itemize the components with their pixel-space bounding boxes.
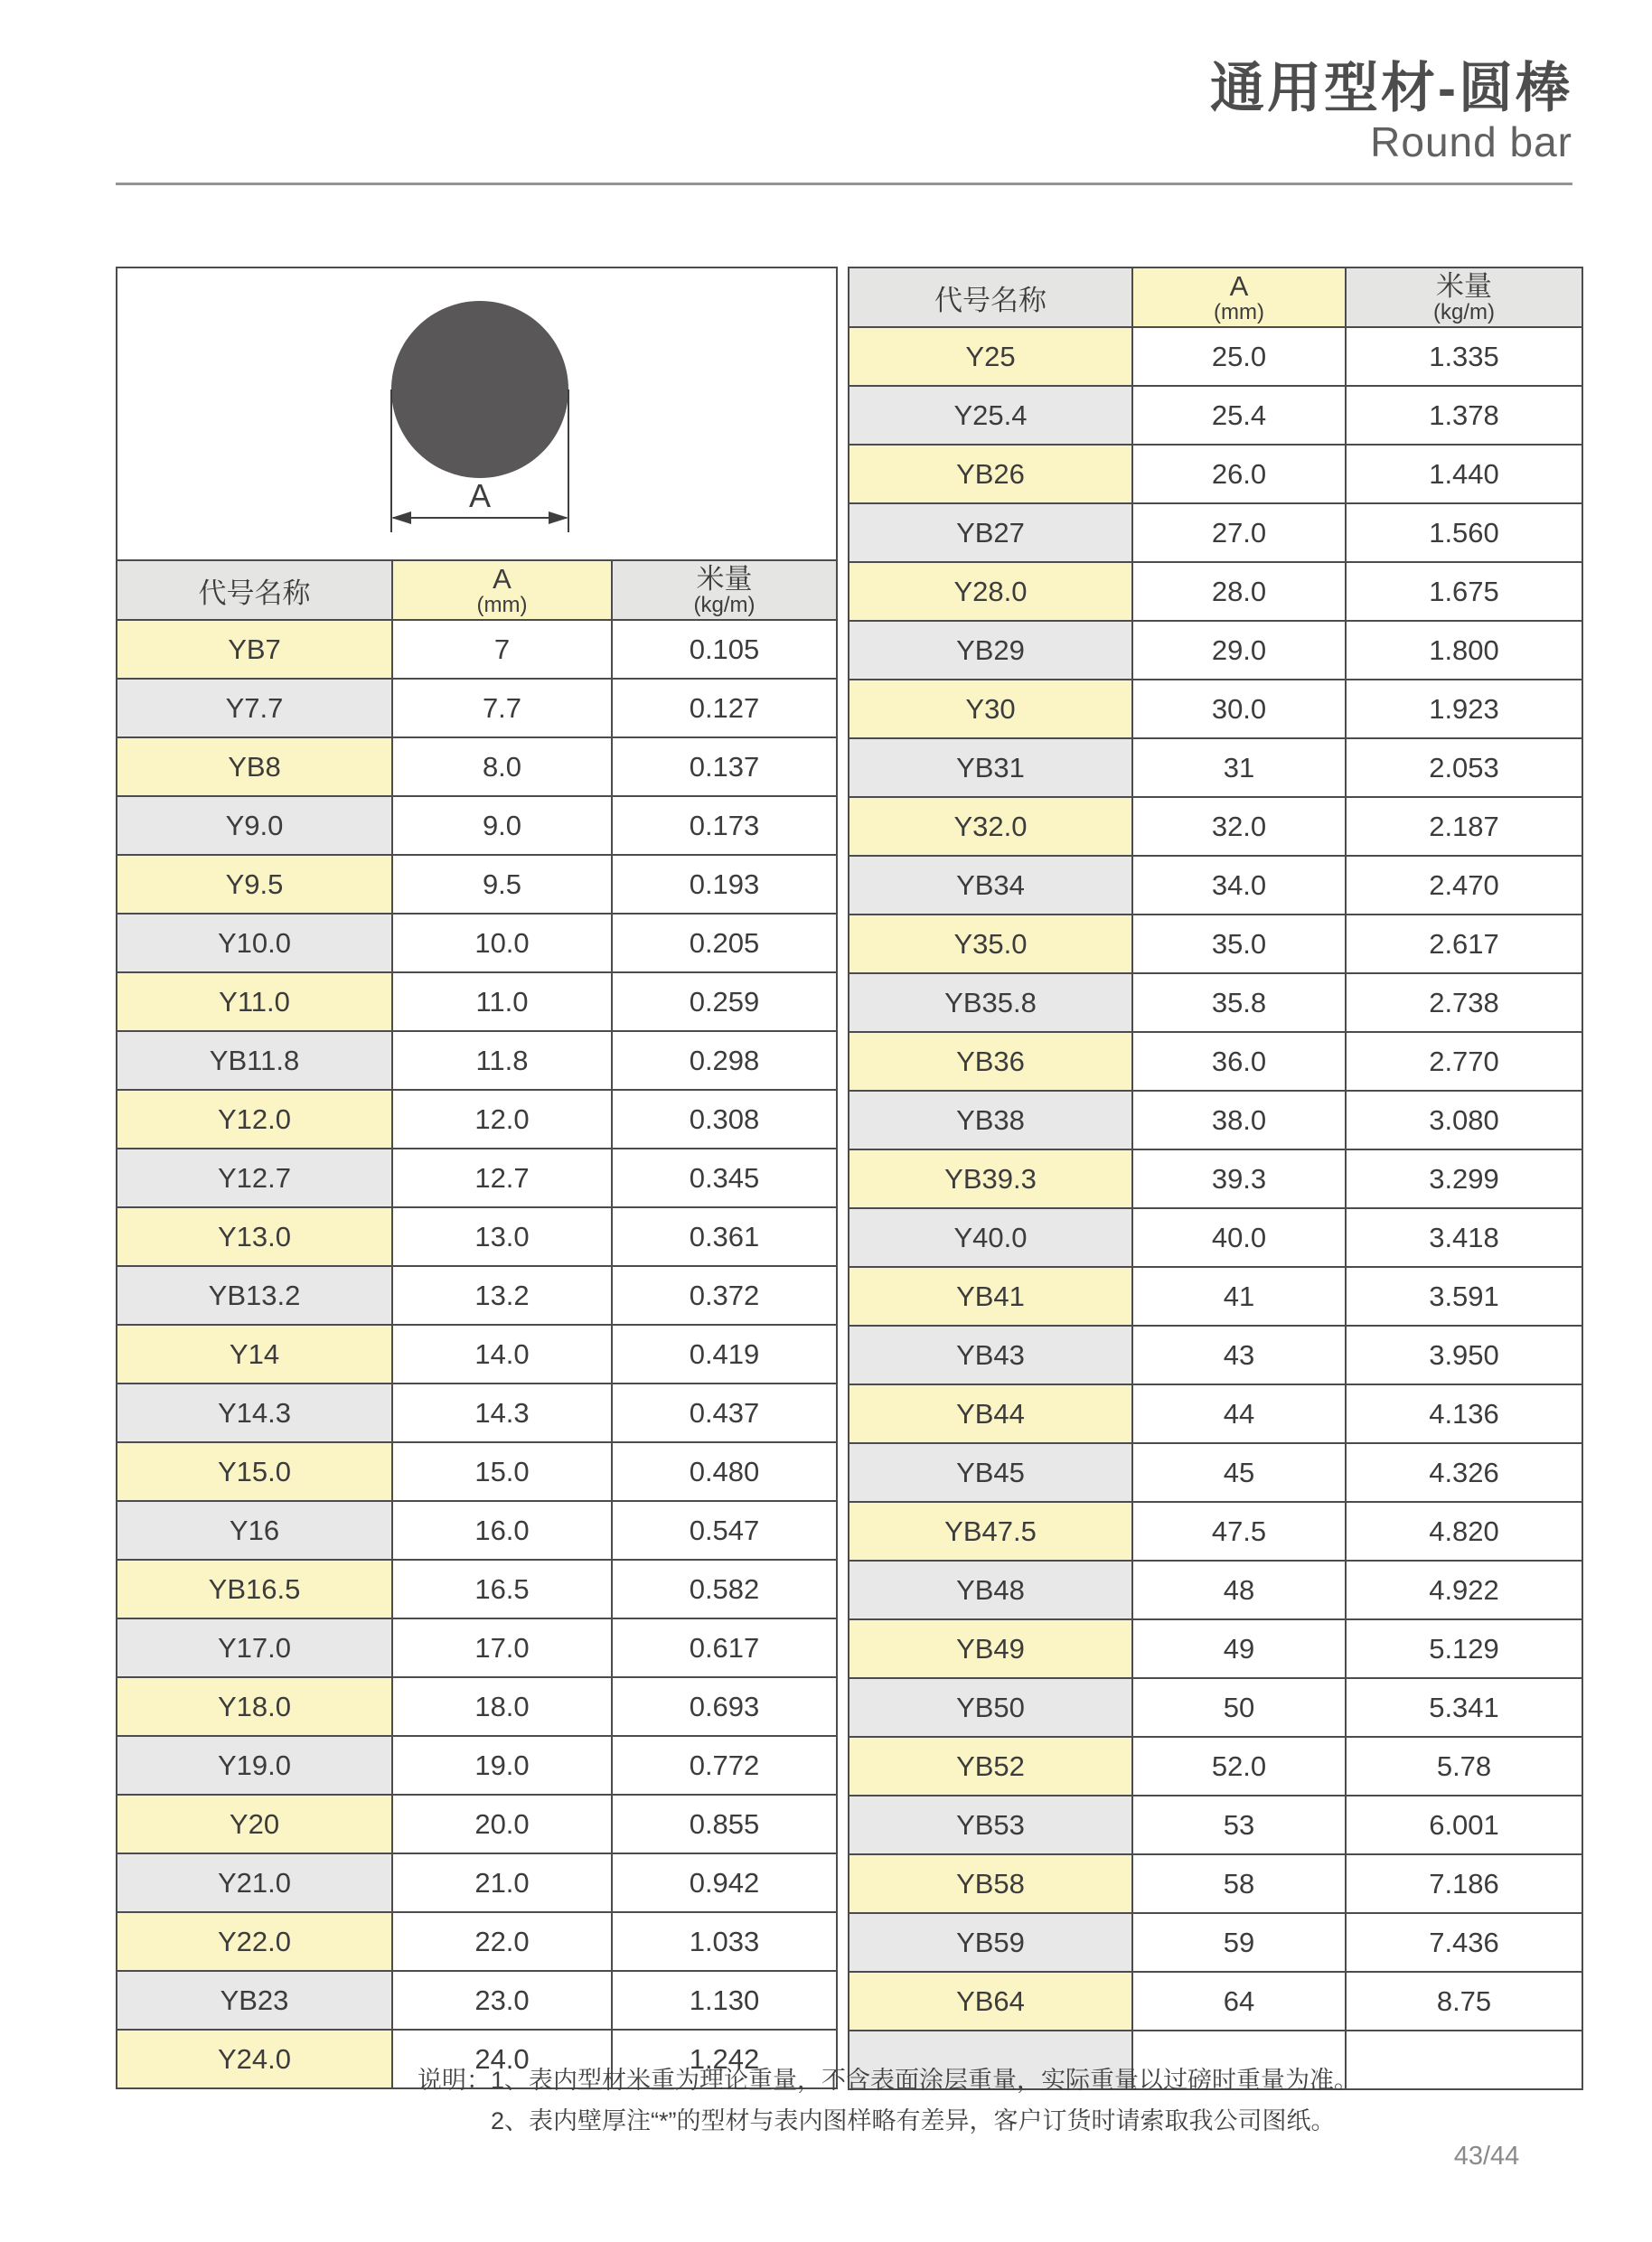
round-bar-diagram — [118, 268, 835, 552]
table-row — [849, 738, 1582, 797]
weight-cell: 6.001 — [1346, 1796, 1582, 1854]
col-header-a-unit: (mm) — [476, 592, 528, 617]
code-cell: YB39.3 — [849, 1149, 1132, 1208]
diameter-cell: 9.0 — [392, 796, 612, 855]
table-row — [117, 1795, 837, 1853]
col-header-a-label: A — [1229, 269, 1249, 302]
table-row — [849, 1032, 1582, 1091]
weight-cell: 2.187 — [1346, 797, 1582, 856]
code-cell: YB13.2 — [117, 1266, 392, 1325]
table-row — [849, 1913, 1582, 1972]
code-cell: YB58 — [849, 1854, 1132, 1913]
weight-cell: 5.129 — [1346, 1619, 1582, 1678]
weight-cell: 4.820 — [1346, 1502, 1582, 1561]
col-header-a-label: A — [493, 562, 512, 595]
table-row — [117, 1442, 837, 1501]
code-cell: YB59 — [849, 1913, 1132, 1972]
table-row — [117, 796, 837, 855]
code-cell: Y13.0 — [117, 1207, 392, 1266]
weight-cell: 0.127 — [612, 679, 837, 737]
col-header-weight-unit: (kg/m) — [693, 592, 756, 617]
weight-cell: 1.923 — [1346, 680, 1582, 738]
code-cell: YB36 — [849, 1032, 1132, 1091]
diameter-cell: 43 — [1132, 1326, 1346, 1384]
table-row — [849, 1091, 1582, 1149]
code-cell: YB7 — [117, 620, 392, 679]
diameter-cell: 17.0 — [392, 1618, 612, 1677]
weight-cell: 0.693 — [612, 1677, 837, 1736]
diameter-cell: 10.0 — [392, 914, 612, 972]
code-cell: YB31 — [849, 738, 1132, 797]
diameter-cell: 31 — [1132, 738, 1346, 797]
code-cell: YB47.5 — [849, 1502, 1132, 1561]
weight-cell: 1.242 — [612, 2030, 837, 2088]
notes-block — [418, 2060, 1358, 2142]
code-cell: YB45 — [849, 1443, 1132, 1502]
diameter-cell: 26.0 — [1132, 445, 1346, 503]
code-cell: Y19.0 — [117, 1736, 392, 1795]
header-divider — [116, 183, 1572, 185]
weight-cell: 0.547 — [612, 1501, 837, 1560]
table-row — [849, 1502, 1582, 1561]
note-line-1 — [418, 2060, 1358, 2101]
code-cell: YB16.5 — [117, 1560, 392, 1618]
weight-cell: 2.738 — [1346, 973, 1582, 1032]
code-cell: YB11.8 — [117, 1031, 392, 1090]
weight-cell: 1.378 — [1346, 386, 1582, 445]
weight-cell: 0.617 — [612, 1618, 837, 1677]
table-row — [117, 855, 837, 914]
table-row — [849, 1208, 1582, 1267]
weight-cell: 5.78 — [1346, 1737, 1582, 1796]
code-cell: YB26 — [849, 445, 1132, 503]
weight-cell: 0.308 — [612, 1090, 837, 1149]
diameter-cell: 20.0 — [392, 1795, 612, 1853]
page-title: 通用型材-圆棒 — [1210, 58, 1572, 118]
table-row — [849, 1678, 1582, 1737]
notes-prefix: 说明： — [418, 2067, 491, 2094]
code-cell: Y18.0 — [117, 1677, 392, 1736]
table-row — [849, 1972, 1582, 2031]
weight-cell: 3.950 — [1346, 1326, 1582, 1384]
code-cell: Y10.0 — [117, 914, 392, 972]
diameter-cell: 12.7 — [392, 1149, 612, 1207]
weight-cell: 2.053 — [1346, 738, 1582, 797]
diameter-cell: 8.0 — [392, 737, 612, 796]
table-header-row — [849, 267, 1582, 327]
weight-cell: 0.372 — [612, 1266, 837, 1325]
code-cell: YB49 — [849, 1619, 1132, 1678]
table-row — [849, 680, 1582, 738]
weight-cell: 1.440 — [1346, 445, 1582, 503]
diameter-cell: 22.0 — [392, 1912, 612, 1971]
diameter-cell: 7 — [392, 620, 612, 679]
table-row — [849, 1561, 1582, 1619]
table-row — [117, 1266, 837, 1325]
code-cell: Y21.0 — [117, 1853, 392, 1912]
diameter-cell: 14.0 — [392, 1325, 612, 1384]
code-cell: YB35.8 — [849, 973, 1132, 1032]
weight-cell: 5.341 — [1346, 1678, 1582, 1737]
diameter-cell: 23.0 — [392, 1971, 612, 2030]
col-header-a — [392, 560, 612, 620]
col-header-weight-unit: (kg/m) — [1433, 299, 1495, 324]
table-row — [849, 503, 1582, 562]
code-cell: Y35.0 — [849, 915, 1132, 973]
table-row — [849, 1737, 1582, 1796]
dimension-label: A — [468, 477, 492, 514]
col-header-weight-label: 米量 — [1436, 269, 1492, 302]
diameter-cell: 59 — [1132, 1913, 1346, 1972]
code-cell: YB52 — [849, 1737, 1132, 1796]
diameter-cell: 44 — [1132, 1384, 1346, 1443]
code-cell: YB50 — [849, 1678, 1132, 1737]
weight-cell: 4.326 — [1346, 1443, 1582, 1502]
table-header-row — [117, 560, 837, 620]
weight-cell: 0.298 — [612, 1031, 837, 1090]
table-row — [849, 621, 1582, 680]
weight-cell: 0.173 — [612, 796, 837, 855]
diameter-cell: 50 — [1132, 1678, 1346, 1737]
code-cell: Y15.0 — [117, 1442, 392, 1501]
code-cell: YB27 — [849, 503, 1132, 562]
diameter-cell: 13.2 — [392, 1266, 612, 1325]
table-row — [849, 1443, 1582, 1502]
table-row — [117, 972, 837, 1031]
code-cell: YB64 — [849, 1972, 1132, 2031]
table-row — [849, 1267, 1582, 1326]
weight-cell: 3.591 — [1346, 1267, 1582, 1326]
code-cell: Y28.0 — [849, 562, 1132, 621]
diameter-cell: 14.3 — [392, 1384, 612, 1442]
weight-cell: 0.361 — [612, 1207, 837, 1266]
diameter-cell: 35.0 — [1132, 915, 1346, 973]
note-line-2: 2、表内壁厚注“*”的型材与表内图样略有差异，客户订货时请索取我公司图纸。 — [491, 2107, 1336, 2134]
diameter-cell: 9.5 — [392, 855, 612, 914]
note-1-text: 1、表内型材米重为理论重量，不含表面涂层重量，实际重量以过磅时重量为准。 — [491, 2067, 1359, 2094]
code-cell: Y14.3 — [117, 1384, 392, 1442]
diameter-cell: 32.0 — [1132, 797, 1346, 856]
weight-cell: 0.193 — [612, 855, 837, 914]
diameter-cell: 19.0 — [392, 1736, 612, 1795]
weight-cell: 0.105 — [612, 620, 837, 679]
diagram-row — [117, 267, 837, 560]
diameter-cell: 45 — [1132, 1443, 1346, 1502]
table-row — [117, 1325, 837, 1384]
weight-cell: 0.855 — [612, 1795, 837, 1853]
table-row — [117, 1971, 837, 2030]
diameter-cell: 64 — [1132, 1972, 1346, 2031]
diameter-cell: 21.0 — [392, 1853, 612, 1912]
left-spec-table — [116, 267, 838, 2089]
diameter-cell: 11.0 — [392, 972, 612, 1031]
weight-cell: 0.137 — [612, 737, 837, 796]
diameter-cell: 12.0 — [392, 1090, 612, 1149]
col-header-a — [1132, 267, 1346, 327]
diameter-cell: 29.0 — [1132, 621, 1346, 680]
diameter-cell: 52.0 — [1132, 1737, 1346, 1796]
diameter-cell: 36.0 — [1132, 1032, 1346, 1091]
weight-cell: 3.080 — [1346, 1091, 1582, 1149]
code-cell: Y25 — [849, 327, 1132, 386]
diameter-cell: 35.8 — [1132, 973, 1346, 1032]
table-row — [849, 327, 1582, 386]
weight-cell: 1.800 — [1346, 621, 1582, 680]
diameter-cell: 25.0 — [1132, 327, 1346, 386]
code-cell: YB34 — [849, 856, 1132, 915]
col-header-weight — [1346, 267, 1582, 327]
diameter-cell: 13.0 — [392, 1207, 612, 1266]
page-subtitle: Round bar — [1370, 118, 1572, 165]
diameter-cell: 48 — [1132, 1561, 1346, 1619]
weight-cell: 4.136 — [1346, 1384, 1582, 1443]
diameter-cell: 40.0 — [1132, 1208, 1346, 1267]
code-cell: YB41 — [849, 1267, 1132, 1326]
weight-cell: 7.186 — [1346, 1854, 1582, 1913]
table-row — [849, 1796, 1582, 1854]
arrowhead-right — [549, 511, 568, 524]
code-cell: Y11.0 — [117, 972, 392, 1031]
code-cell: Y9.0 — [117, 796, 392, 855]
table-row — [849, 797, 1582, 856]
weight-cell: 1.033 — [612, 1912, 837, 1971]
weight-cell: 4.922 — [1346, 1561, 1582, 1619]
table-row — [117, 1560, 837, 1618]
diameter-cell: 34.0 — [1132, 856, 1346, 915]
table-row — [849, 973, 1582, 1032]
table-row — [117, 1149, 837, 1207]
diameter-cell: 38.0 — [1132, 1091, 1346, 1149]
table-row — [849, 1619, 1582, 1678]
code-cell: Y14 — [117, 1325, 392, 1384]
arrowhead-left — [391, 511, 411, 524]
diameter-cell: 25.4 — [1132, 386, 1346, 445]
diameter-cell: 24.0 — [392, 2030, 612, 2088]
table-row — [117, 737, 837, 796]
code-cell: Y12.7 — [117, 1149, 392, 1207]
right-spec-table — [848, 267, 1583, 2090]
weight-cell: 2.770 — [1346, 1032, 1582, 1091]
code-cell: Y20 — [117, 1795, 392, 1853]
table-row — [117, 1384, 837, 1442]
diameter-cell: 58 — [1132, 1854, 1346, 1913]
diameter-cell: 49 — [1132, 1619, 1346, 1678]
diameter-cell: 41 — [1132, 1267, 1346, 1326]
col-header-code: 代号名称 — [117, 560, 392, 620]
table-row — [849, 386, 1582, 445]
table-row — [849, 1326, 1582, 1384]
diameter-cell: 18.0 — [392, 1677, 612, 1736]
col-header-weight — [612, 560, 837, 620]
weight-cell: 1.675 — [1346, 562, 1582, 621]
code-cell: Y24.0 — [117, 2030, 392, 2088]
table-row — [117, 1618, 837, 1677]
weight-cell: 0.772 — [612, 1736, 837, 1795]
code-cell: Y16 — [117, 1501, 392, 1560]
code-cell: Y40.0 — [849, 1208, 1132, 1267]
table-row — [849, 1384, 1582, 1443]
code-cell: YB29 — [849, 621, 1132, 680]
col-header-code: 代号名称 — [849, 267, 1132, 327]
code-cell: YB38 — [849, 1091, 1132, 1149]
weight-cell: 1.560 — [1346, 503, 1582, 562]
table-row — [117, 1853, 837, 1912]
table-row — [117, 679, 837, 737]
code-cell: YB8 — [117, 737, 392, 796]
weight-cell — [1346, 2031, 1582, 2089]
code-cell: Y32.0 — [849, 797, 1132, 856]
code-cell: Y17.0 — [117, 1618, 392, 1677]
diameter-cell: 28.0 — [1132, 562, 1346, 621]
diameter-cell: 47.5 — [1132, 1502, 1346, 1561]
weight-cell: 0.205 — [612, 914, 837, 972]
table-row — [117, 1677, 837, 1736]
weight-cell: 0.345 — [612, 1149, 837, 1207]
col-header-a-unit: (mm) — [1214, 299, 1264, 324]
code-cell: Y22.0 — [117, 1912, 392, 1971]
weight-cell: 0.480 — [612, 1442, 837, 1501]
code-cell: Y12.0 — [117, 1090, 392, 1149]
table-row — [117, 620, 837, 679]
code-cell: Y9.5 — [117, 855, 392, 914]
weight-cell: 0.437 — [612, 1384, 837, 1442]
diameter-cell: 7.7 — [392, 679, 612, 737]
table-row — [117, 1207, 837, 1266]
col-header-weight-label: 米量 — [696, 562, 753, 595]
code-cell: YB43 — [849, 1326, 1132, 1384]
table-row — [117, 914, 837, 972]
table-row — [117, 1501, 837, 1560]
weight-cell: 3.299 — [1346, 1149, 1582, 1208]
diameter-cell: 16.0 — [392, 1501, 612, 1560]
table-row — [849, 1149, 1582, 1208]
table-row — [117, 1912, 837, 1971]
code-cell: Y30 — [849, 680, 1132, 738]
code-cell: YB44 — [849, 1384, 1132, 1443]
weight-cell: 2.470 — [1346, 856, 1582, 915]
code-cell: Y7.7 — [117, 679, 392, 737]
weight-cell: 0.259 — [612, 972, 837, 1031]
table-row — [849, 856, 1582, 915]
diameter-cell: 39.3 — [1132, 1149, 1346, 1208]
diameter-cell: 27.0 — [1132, 503, 1346, 562]
table-row — [849, 445, 1582, 503]
weight-cell: 7.436 — [1346, 1913, 1582, 1972]
weight-cell: 3.418 — [1346, 1208, 1582, 1267]
table-row — [849, 915, 1582, 973]
diameter-cell: 30.0 — [1132, 680, 1346, 738]
weight-cell: 1.335 — [1346, 327, 1582, 386]
page-number: 43/44 — [1453, 2142, 1520, 2171]
table-row — [849, 562, 1582, 621]
diameter-cell: 16.5 — [392, 1560, 612, 1618]
table-row — [117, 1736, 837, 1795]
cross-section-cell — [117, 267, 837, 560]
weight-cell: 0.942 — [612, 1853, 837, 1912]
weight-cell: 2.617 — [1346, 915, 1582, 973]
weight-cell: 0.582 — [612, 1560, 837, 1618]
diameter-cell: 11.8 — [392, 1031, 612, 1090]
weight-cell: 0.419 — [612, 1325, 837, 1384]
diameter-cell: 53 — [1132, 1796, 1346, 1854]
diameter-cell: 15.0 — [392, 1442, 612, 1501]
code-cell: YB48 — [849, 1561, 1132, 1619]
code-cell: YB23 — [117, 1971, 392, 2030]
table-row — [849, 1854, 1582, 1913]
table-row — [117, 1090, 837, 1149]
table-row — [117, 1031, 837, 1090]
weight-cell: 8.75 — [1346, 1972, 1582, 2031]
code-cell: Y25.4 — [849, 386, 1132, 445]
weight-cell: 1.130 — [612, 1971, 837, 2030]
code-cell: YB53 — [849, 1796, 1132, 1854]
round-bar-circle — [391, 301, 568, 478]
